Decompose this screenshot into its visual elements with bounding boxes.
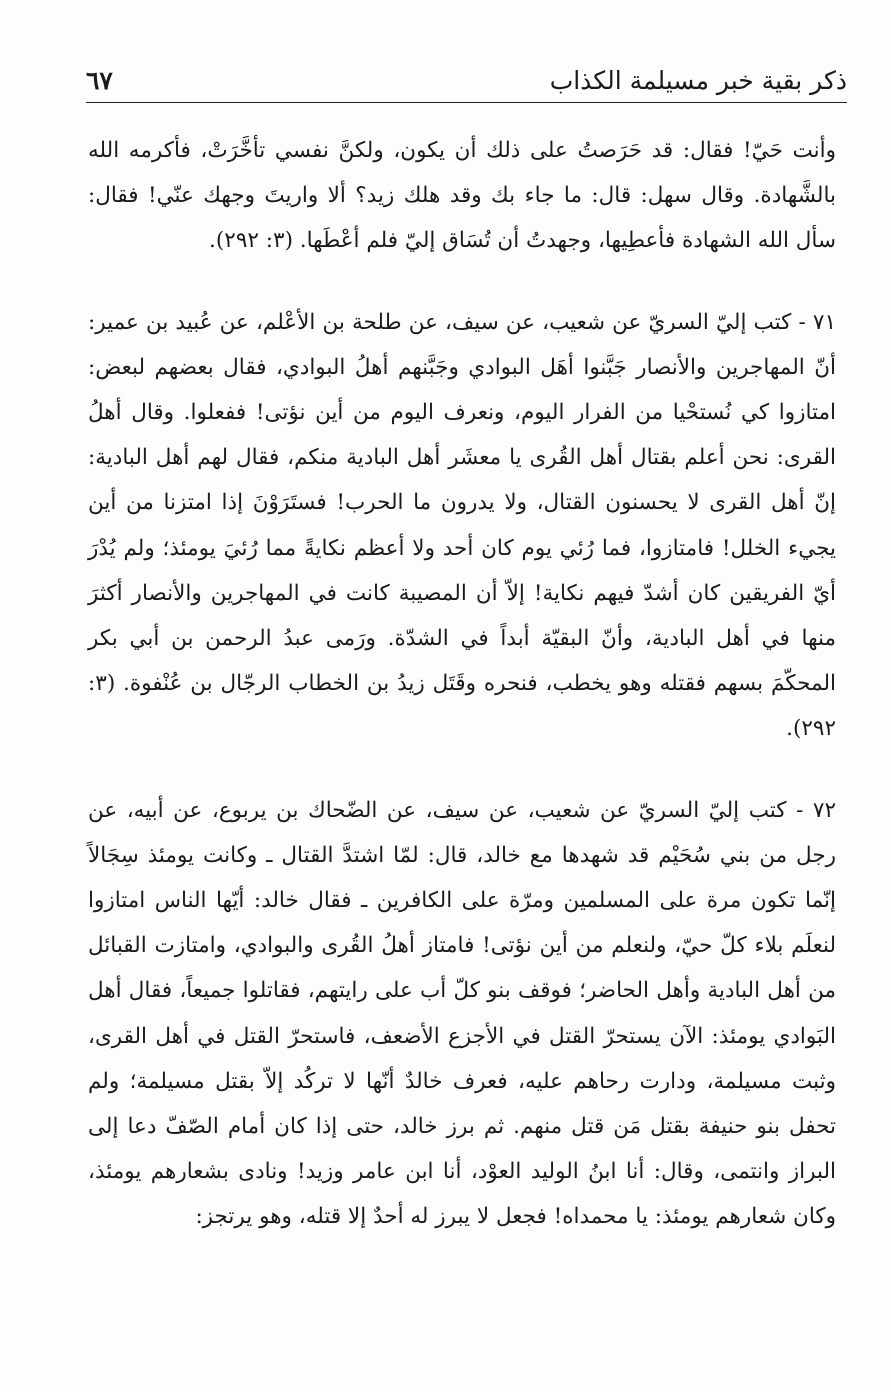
paragraph-text: وأنت حَيّ! فقال: قد حَرَصتُ على ذلك أن يكون، ولكنَّ نفسي تأخَّرَتْ، فأكرمه الله بالشَّهادة. وقال سهل: قال: ما جاء بك وقد هلك زيد؟ ألا واريتَ وجهك عنّي! فقال: سأل الله الشهادة فأعطِيها، وجهدتُ أن تُسَاق إليّ فلم أعْطَها. (٣: ٢٩٢). — [88, 138, 836, 254]
paragraph-number: ٧١ - — [798, 309, 836, 335]
running-header — [86, 58, 847, 103]
paragraph-71 — [88, 300, 836, 752]
paragraph-text: كتب إليّ السريّ عن شعيب، عن سيف، عن الضّحاك بن يربوع، عن أبيه، عن رجل من بني سُحَيْم قد شهدها مع خالد، قال: لمّا اشتدَّ القتال ـ وكانت يومئذ سِجَالاً إنّما تكون مرة على المسلمين ومرّة على الكافرين ـ فقال خالد: أيّها الناس امتازوا لنعلَم بلاء كلّ حيّ، ولنعلم من أين نؤتى! فامتاز أهلُ القُرى والبوادي، وامتازت القبائل من أهل البادية وأهل الحاضر؛ فوقف بنو كلّ أب على رايتهم، فقاتلوا جميعاً، فقال أهل البَوادي يومئذ: الآن يستحرّ القتل في الأجزع الأضعف، فاستحرّ القتل في أهل القرى، وثبت مسيلمة، ودارت رحاهم عليه، فعرف خالدٌ أنّها لا تركُد إلاّ بقتل مسيلمة؛ ولم تحفل بنو حنيفة بقتل مَن قتل منهم. ثم برز خالد، حتى إذا كان أمام الصّفّ دعا إلى البراز وانتمى، وقال: أنا ابنُ الوليد العوْد، أنا ابن عامر وزيد! ونادى بشعارهم يومئذ، وكان شعارهم يومئذ: يا محمداه! فجعل لا يبرز له أحدٌ إلا قتله، وهو يرتجز: — [88, 797, 836, 1230]
page-body — [88, 128, 836, 1240]
paragraph-text: كتب إليّ السريّ عن شعيب، عن سيف، عن طلحة بن الأعْلم، عن عُبيد بن عمير: أنّ المهاجرين والأنصار جَبَّنوا أهَل البوادي وجَبَّنهم أهلُ البوادي، فقال بعضهم لبعض: امتازوا كي نُستحْيا من الفرار اليوم، ونعرف اليوم من أين نؤتى! ففعلوا. وقال أهلُ القرى: نحن أعلم بقتال أهل القُرى يا معشَر أهل البادية منكم، فقال لهم أهل البادية: إنّ أهل القرى لا يحسنون القتال، ولا يدرون ما الحرب! فستَرَوْنَ إذا امتزنا من أين يجيء الخلل! فامتازوا، فما رُئي يوم كان أحد ولا أعظم نكايةً مما رُئيَ يومئذ؛ ولم يُدْرَ أيّ الفريقين كان أشدّ فيهم نكاية! إلاّ أن المصيبة كانت في المهاجرين والأنصار أكثرَ منها في أهل البادية، وأنّ البقيّة أبداً في الشدّة. ورَمى عبدُ الرحمن بن أبي بكر المحكّمَ بسهم فقتله وهو يخطب، فنحره وقَتَل زيدُ بن الخطاب الرجّال بن عُنْفوة. (٣: ٢٩٢). — [88, 309, 837, 742]
chapter-title: ذكر بقية خبر مسيلمة الكذاب — [549, 66, 847, 95]
page-number: ٦٧ — [86, 66, 113, 95]
paragraph-continuation — [88, 128, 836, 264]
paragraph-number: ٧٢ - — [796, 797, 836, 823]
paragraph-72 — [88, 788, 836, 1240]
